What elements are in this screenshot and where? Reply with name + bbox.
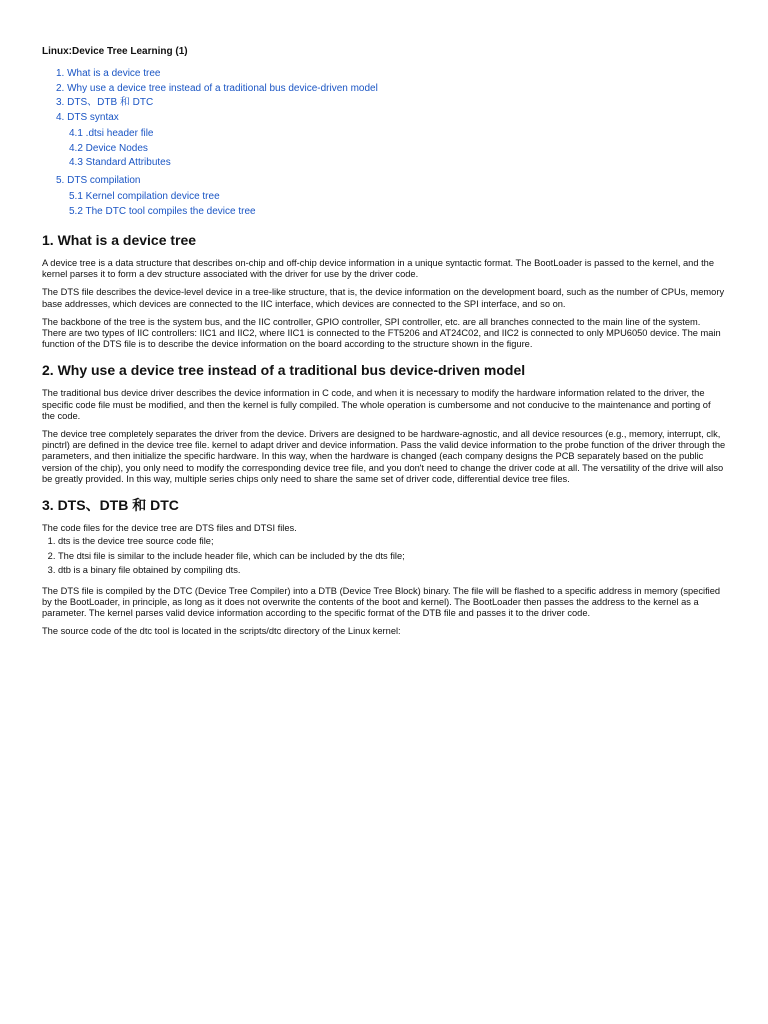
paragraph: The device tree completely separates the driver from the device. Drivers are designed to be hardware-agnostic, and all device resources (e.g., memory, interrupt, clk, pinctrl) are defined in the device tree file. kernel to adapt driver and device information. Pass the valid device information to the probe function of the driver through the parameters, and then initialize the specific hardware. In this way, when the hardware is changed (each company designs the PCB separately based on the public version of the chip), you only need to modify the corresponding device tree file, and you don't need to change the driver code at all. The versatility of the drive will also be greatly provided. In this way, multiple series chips only need to share the same set of driver code, differential device tree files. [42, 429, 726, 484]
toc-link-kernel-compilation[interactable]: 5.1 Kernel compilation device tree [69, 191, 220, 202]
paragraph: The DTS file is compiled by the DTC (Device Tree Compiler) into a DTB (Device Tree Block) binary. The file will be flashed to a specific address in memory (specified by the BootLoader, in principle, as long as it does not overwrite the contents of the boot and kernel). The BootLoader then passes the address to the kernel as a parameter. The kernel parses valid device information according to the specific format of the DTB file and passes it to the driver code. [42, 585, 721, 619]
toc-subitem [69, 205, 726, 220]
toc-link-what-is-device-tree[interactable]: 1. What is a device tree [56, 68, 161, 79]
toc-item [56, 82, 726, 97]
paragraph: The source code of the dtc tool is located in the scripts/dtc directory of the Linux kernel: [42, 626, 401, 637]
toc-item [56, 67, 726, 82]
paragraph: The code files for the device tree are DTS files and DTSI files. [42, 523, 297, 534]
toc-subitem [69, 127, 726, 142]
section-heading-why-device-tree: 2. Why use a device tree instead of a traditional bus device-driven model [42, 362, 526, 379]
paragraph: The DTS file describes the device-level device in a tree-like structure, that is, the device information on the development board, such as the number of CPUs, memory base addresses, which devices are connected to the IIC interface, which devices are connected to the SPI interface, and so on. [42, 287, 725, 309]
toc-link-dts-compilation[interactable]: 5. DTS compilation [56, 174, 141, 186]
document-title: Linux:Device Tree Learning (1) [42, 46, 188, 57]
toc-sublist [56, 190, 726, 219]
toc-subitem [69, 190, 726, 205]
section-heading-what-is-device-tree: 1. What is a device tree [42, 232, 197, 248]
toc-link-dts-dtb-dtc[interactable]: 3. DTS、DTB 和 DTC [56, 97, 154, 108]
list-item: 2. The dtsi file is similar to the include header file, which can be included by the dts file; [58, 549, 726, 564]
toc-link-standard-attributes[interactable]: 4.3 Standard Attributes [69, 157, 171, 168]
list-item: 3. dtb is a binary file obtained by compiling dts. [58, 563, 726, 578]
toc-item [56, 174, 726, 220]
toc-item [56, 111, 726, 171]
file-types-list [42, 534, 726, 578]
toc-link-why-device-tree[interactable]: 2. Why use a device tree instead of a traditional bus device-driven model [56, 82, 378, 94]
toc-subitem [69, 142, 726, 157]
toc-subitem [69, 156, 726, 171]
paragraph: The traditional bus device driver describes the device information in C code, and when it is necessary to modify the hardware information related to the driver, the specific code file must be modified, and then the kernel is fully compiled. The whole operation is cumbersome and not conducive to the maintenance and porting of the code. [42, 388, 711, 421]
section-heading-dts-dtb-dtc: 3. DTS、DTB 和 DTC [42, 497, 179, 514]
toc-link-dtsi-header[interactable]: 4.1 .dtsi header file [69, 128, 154, 139]
toc-sublist [56, 127, 726, 171]
toc-link-device-nodes[interactable]: 4.2 Device Nodes [69, 142, 148, 154]
table-of-contents [42, 67, 726, 219]
paragraph: A device tree is a data structure that describes on-chip and off-chip device information in a unique syntactic format. The BootLoader is passed to the kernel, and the kernel parses it to form a dev structure associated with the driver for use by the driver code. [42, 258, 715, 280]
toc-link-dts-syntax[interactable]: 4. DTS syntax [56, 111, 119, 123]
paragraph: The backbone of the tree is the system bus, and the IIC controller, GPIO controller, SPI controller, etc. are all branches connected to the main line of the system. There are two types of IIC controllers: IIC1 and IIC2, where IIC1 is connected to the FT5206 and AT24C02, and IIC2 is connected to only MPU6050 device. The main function of the DTS file is to describe the device information on the board according to the structure shown in the figure. [42, 316, 721, 350]
toc-item [56, 96, 726, 111]
toc-link-dtc-tool[interactable]: 5.2 The DTC tool compiles the device tree [69, 205, 256, 217]
list-item: 1. dts is the device tree source code file; [58, 534, 726, 549]
